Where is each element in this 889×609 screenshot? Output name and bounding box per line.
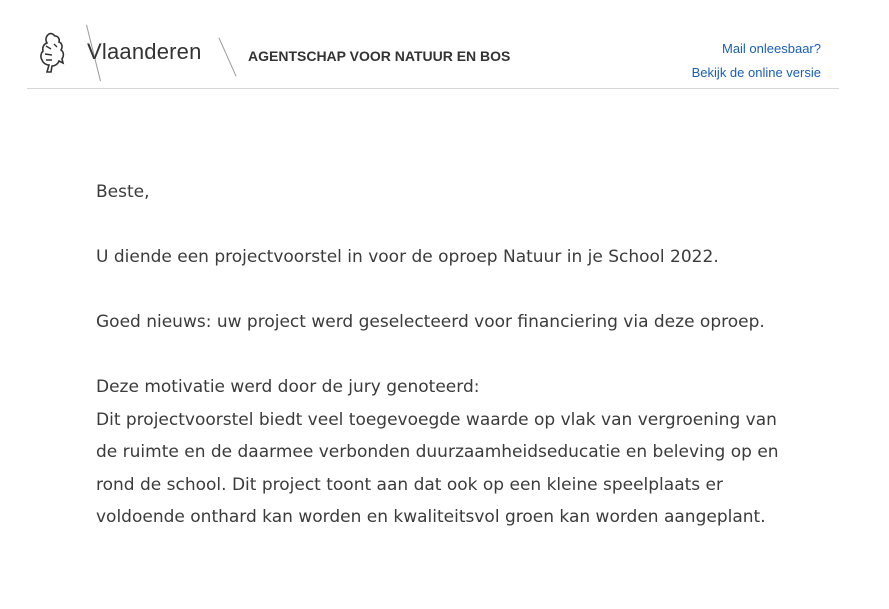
email-body [96,176,786,534]
email-header [27,18,839,89]
brand-name: Vlaanderen [87,39,202,64]
greeting: Beste, [96,182,150,202]
paragraph-good-news: Goed nieuws: uw project werd geselecteerd voor financiering via deze oproep. [96,312,765,332]
flemish-lion-icon [37,32,67,74]
agency-divider [219,38,237,77]
header-links [692,37,821,85]
agency-name: AGENTSCHAP VOOR NATUUR EN BOS [248,48,511,64]
view-online-link[interactable]: Bekijk de online versie [691,65,821,80]
motivation-block [96,371,786,534]
motivation-intro: Deze motivatie werd door de jury genoteerd: [96,377,480,397]
mail-unreadable-link[interactable]: Mail onleesbaar? [721,41,821,56]
paragraph-submission: U diende een projectvoorstel in voor de oproep Natuur in je School 2022. [96,247,719,267]
motivation-text: Dit projectvoorstel biedt veel toegevoegde waarde op vlak van vergroening van de ruimte en de daarmee verbonden duurzaamheidseducatie en beleving op en rond de school. Dit project toont aan dat ook op een kleine speelplaats er voldoende onthard kan worden en kwaliteitsvol groen kan worden aangeplant. [96,409,779,527]
